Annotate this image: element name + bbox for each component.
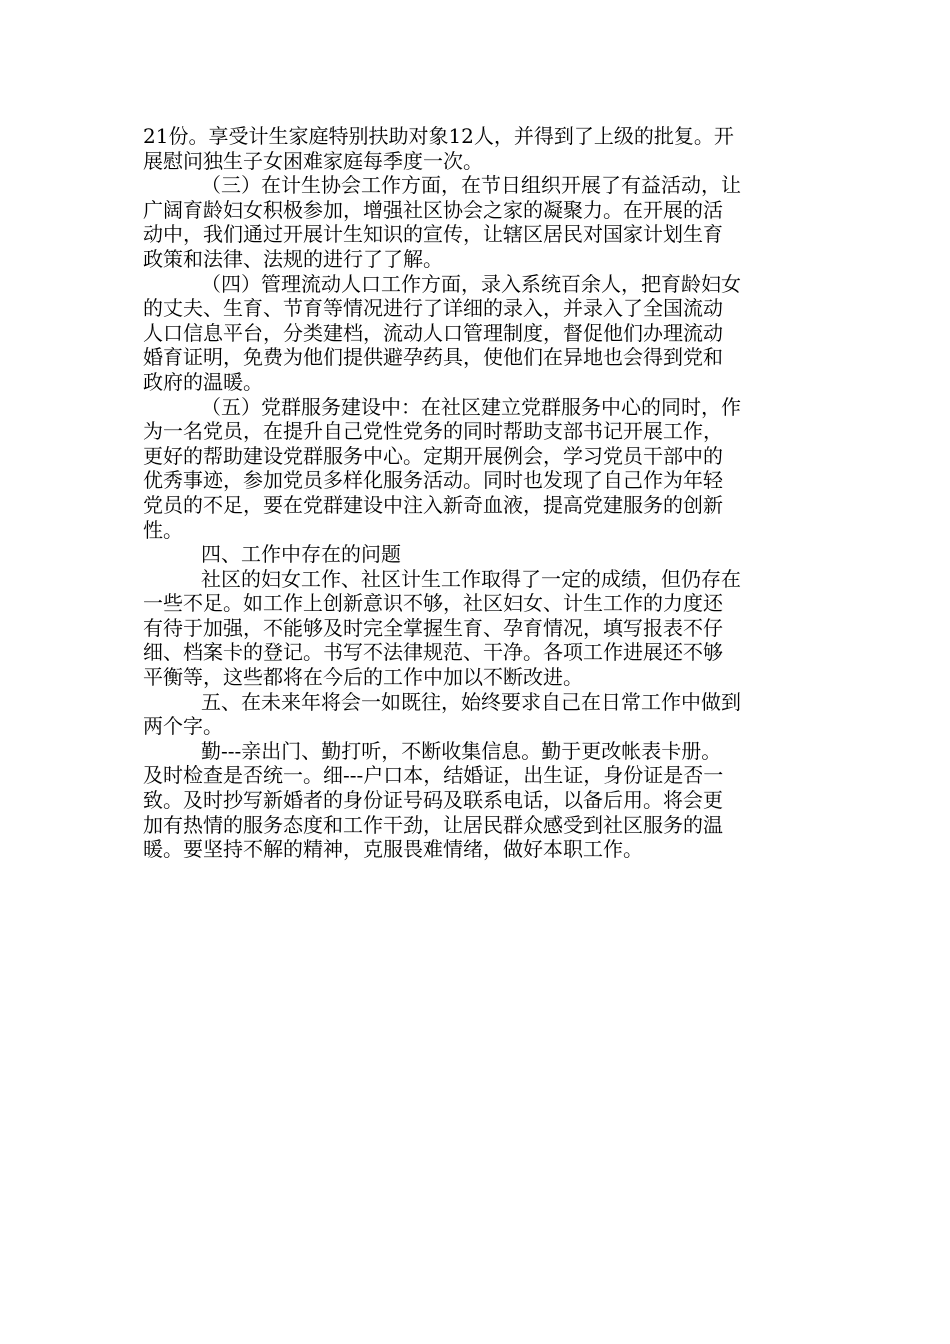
text-line: 党员的不足，要在党群建设中注入新奇血液，提高党建服务的创新: [143, 492, 723, 517]
text-line: 展慰问独生子女困难家庭每季度一次。: [143, 148, 483, 173]
text-line: 为一名党员，在提升自己党性党务的同时帮助支部书记开展工作，: [143, 419, 723, 444]
text-line: 一些不足。如工作上创新意识不够，社区妇女、计生工作的力度还: [143, 591, 723, 616]
text-line: 两个字。: [143, 714, 223, 739]
text-line: 社区的妇女工作、社区计生工作取得了一定的成绩，但仍存在: [201, 566, 741, 591]
text-line: （五）党群服务建设中：在社区建立党群服务中心的同时，作: [201, 394, 741, 419]
text-line: 政府的温暖。: [143, 369, 263, 394]
text-line: 动中，我们通过开展计生知识的宣传，让辖区居民对国家计划生育: [143, 222, 723, 247]
text-line: （三）在计生协会工作方面，在节日组织开展了有益活动，让: [201, 173, 741, 198]
text-line: 暖。要坚持不解的精神，克服畏难情绪，做好本职工作。: [143, 837, 643, 862]
text-line: 广阔育龄妇女积极参加，增强社区协会之家的凝聚力。在开展的活: [143, 197, 723, 222]
text-line: 性。: [143, 517, 183, 542]
text-line: 更好的帮助建设党群服务中心。定期开展例会，学习党员干部中的: [143, 443, 723, 468]
text-line: （四）管理流动人口工作方面，录入系统百余人，把育龄妇女: [201, 271, 741, 296]
text-line: 21份。享受计生家庭特别扶助对象12人，并得到了上级的批复。开: [143, 124, 734, 148]
text-line: 致。及时抄写新婚者的身份证号码及联系电话，以备后用。将会更: [143, 788, 723, 813]
text-line: 四、工作中存在的问题: [201, 542, 401, 567]
document-page: [143, 124, 807, 862]
text-line: 政策和法律、法规的进行了了解。: [143, 246, 443, 271]
text-line: 及时检查是否统一。细---户口本，结婚证，出生证，身份证是否一: [143, 763, 724, 788]
text-line: 五、在未来年将会一如既往，始终要求自己在日常工作中做到: [201, 689, 741, 714]
text-line: 平衡等，这些都将在今后的工作中加以不断改进。: [143, 665, 583, 690]
text-line: 人口信息平台，分类建档，流动人口管理制度，督促他们办理流动: [143, 320, 723, 345]
text-line: 的丈夫、生育、节育等情况进行了详细的录入，并录入了全国流动: [143, 296, 723, 321]
text-line: 加有热情的服务态度和工作干劲，让居民群众感受到社区服务的温: [143, 812, 723, 837]
text-line: 有待于加强，不能够及时完全掌握生育、孕育情况，填写报表不仔: [143, 615, 723, 640]
text-line: 勤---亲出门、勤打听，不断收集信息。勤于更改帐表卡册。: [201, 738, 722, 763]
text-line: 婚育证明，免费为他们提供避孕药具，使他们在异地也会得到党和: [143, 345, 723, 370]
text-line: 优秀事迹，参加党员多样化服务活动。同时也发现了自己作为年轻: [143, 468, 723, 493]
text-line: 细、档案卡的登记。书写不法律规范、干净。各项工作进展还不够: [143, 640, 723, 665]
